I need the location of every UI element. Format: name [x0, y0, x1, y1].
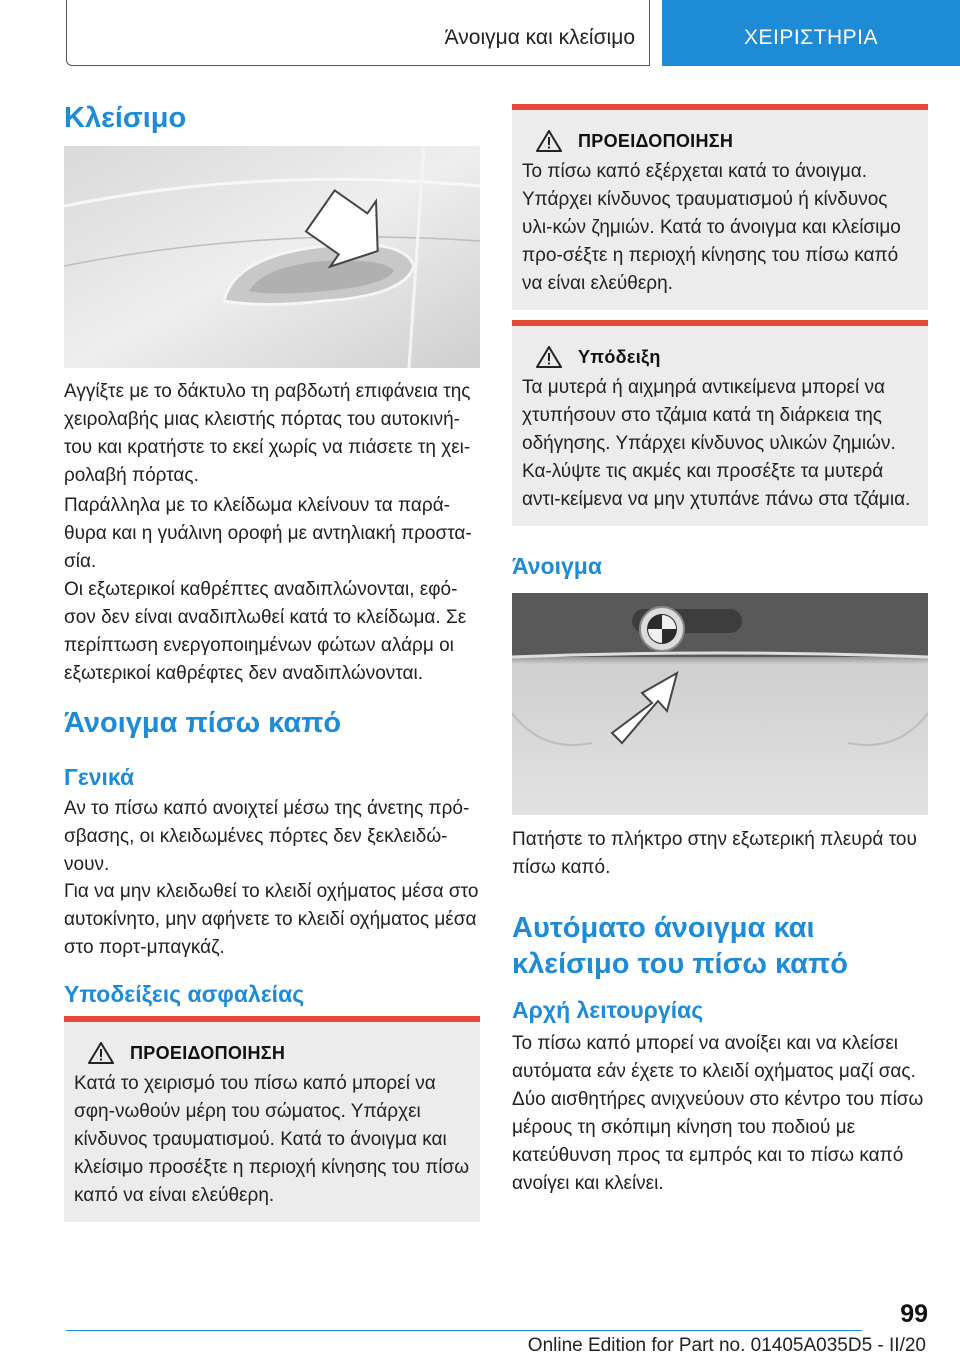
note-body: Τα μυτερά ή αιχμηρά αντικείμενα μπορεί να χτυπήσουν στο τζάμια κατά τη διάρκεια της οδήγησης. Υπάρχει κίνδυνος υλικών ζημιών. Κα-λύψτε τις ακμές και προσέξτε τα μυτερά αντι-κείμενα να μην χτυπάνε πάνω στα τζάμια.	[522, 377, 911, 510]
heading-safety: Υποδείξεις ασφαλείας	[64, 981, 305, 1007]
warning-triangle-icon	[88, 1042, 114, 1064]
footer-divider	[66, 1330, 862, 1331]
paragraph-general-2: Για να μην κλειδωθεί το κλειδί οχήματος μέσα στο αυτοκίνητο, μην αφήνετε το κλειδί οχήματος μέσα στο πορτ-μπαγκάζ.	[64, 881, 479, 958]
paragraph-general-1: Αν το πίσω καπό ανοιχτεί μέσω της άνετης πρό-σβασης, οι κλειδωμένες πόρτες δεν ξεκλειδώ-νουν.	[64, 798, 470, 875]
warning-triangle-icon	[536, 346, 562, 368]
warning-box-left	[64, 1016, 480, 1222]
warning-triangle-icon	[536, 130, 562, 152]
paragraph-closing-2: Παράλληλα με το κλείδωμα κλείνουν τα παρά-θυρα και η γυάλινη οροφή με αντηλιακή προστα-σία.	[64, 495, 472, 572]
warning-title: ΠΡΟΕΙΔΟΠΟΙΗΣΗ	[578, 130, 734, 151]
trunk-button-illustration	[512, 593, 928, 815]
warning-body: Κατά το χειρισμό του πίσω καπό μπορεί να σφη-νωθούν μέρη του σώματος. Υπάρχει κίνδυνος τραυματισμού. Κατά το άνοιγμα και κλείσιμο προσέξτε η περιοχή κίνησης του πίσω καπό να είναι ελεύθερη.	[74, 1073, 470, 1206]
header-section-box	[66, 0, 650, 66]
heading-opening: Άνοιγμα	[512, 553, 602, 579]
door-handle-illustration	[64, 146, 480, 368]
section-title: Άνοιγμα και κλείσιμο	[444, 26, 635, 49]
note-title: Υπόδειξη	[578, 346, 661, 367]
heading-auto-open-close: Αυτόματο άνοιγμα και κλείσιμο του πίσω καπό	[512, 912, 848, 980]
heading-function-principle: Αρχή λειτουργίας	[512, 997, 704, 1023]
page-number: 99	[900, 1300, 928, 1328]
heading-closing: Κλείσιμο	[64, 102, 187, 134]
paragraph-closing-3: Οι εξωτερικοί καθρέπτες αναδιπλώνονται, εφό-σον δεν είναι αναδιπλωθεί κατά το κλείδωμα. Σε περίπτωση ενεργοποιημένων φώτων αλάρμ οι εξωτερικοί καθρέφτες δεν αναδιπλώνονται.	[64, 579, 467, 684]
note-box	[512, 320, 928, 526]
chapter-title: ΧΕΙΡΙΣΤΗΡΙΑ	[743, 26, 878, 49]
paragraph-closing-1: Αγγίξτε με το δάκτυλο τη ραβδωτή επιφάνεια της χειρολαβής μιας κλειστής πόρτας του αυτοκινή-του και κρατήστε το εκεί χωρίς να πιάσετε τη χει-ρολαβή πόρτας.	[64, 381, 471, 486]
footer-edition-text: Online Edition for Part no. 01405A035D5 - II/20	[527, 1335, 926, 1356]
paragraph-opening: Πατήστε το πλήκτρο στην εξωτερική πλευρά του πίσω καπό.	[512, 829, 917, 878]
heading-open-trunk: Άνοιγμα πίσω καπό	[64, 707, 342, 739]
warning-title: ΠΡΟΕΙΔΟΠΟΙΗΣΗ	[130, 1042, 286, 1063]
paragraph-function-principle: Το πίσω καπό μπορεί να ανοίξει και να κλείσει αυτόματα εάν έχετε το κλειδί οχήματος μαζί σας. Δύο αισθητήρες ανιχνεύουν στο κέντρο του πίσω μέρους τη σκόπιμη κίνηση του ποδιού με κατεύθυνση προς τα εμπρός και το πίσω καπό ανοίγει και κλείνει.	[512, 1033, 924, 1194]
warning-body: Το πίσω καπό εξέρχεται κατά το άνοιγμα. Υπάρχει κίνδυνος τραυματισμού ή κίνδυνος υλι-κών ζημιών. Κατά το άνοιγμα και κλείσιμο προ-σέξτε η περιοχή κίνησης του πίσω καπό να είναι ελεύθερη.	[522, 161, 901, 294]
heading-general: Γενικά	[64, 764, 135, 790]
warning-box-right	[512, 104, 928, 310]
header-chapter-tab	[662, 0, 960, 66]
